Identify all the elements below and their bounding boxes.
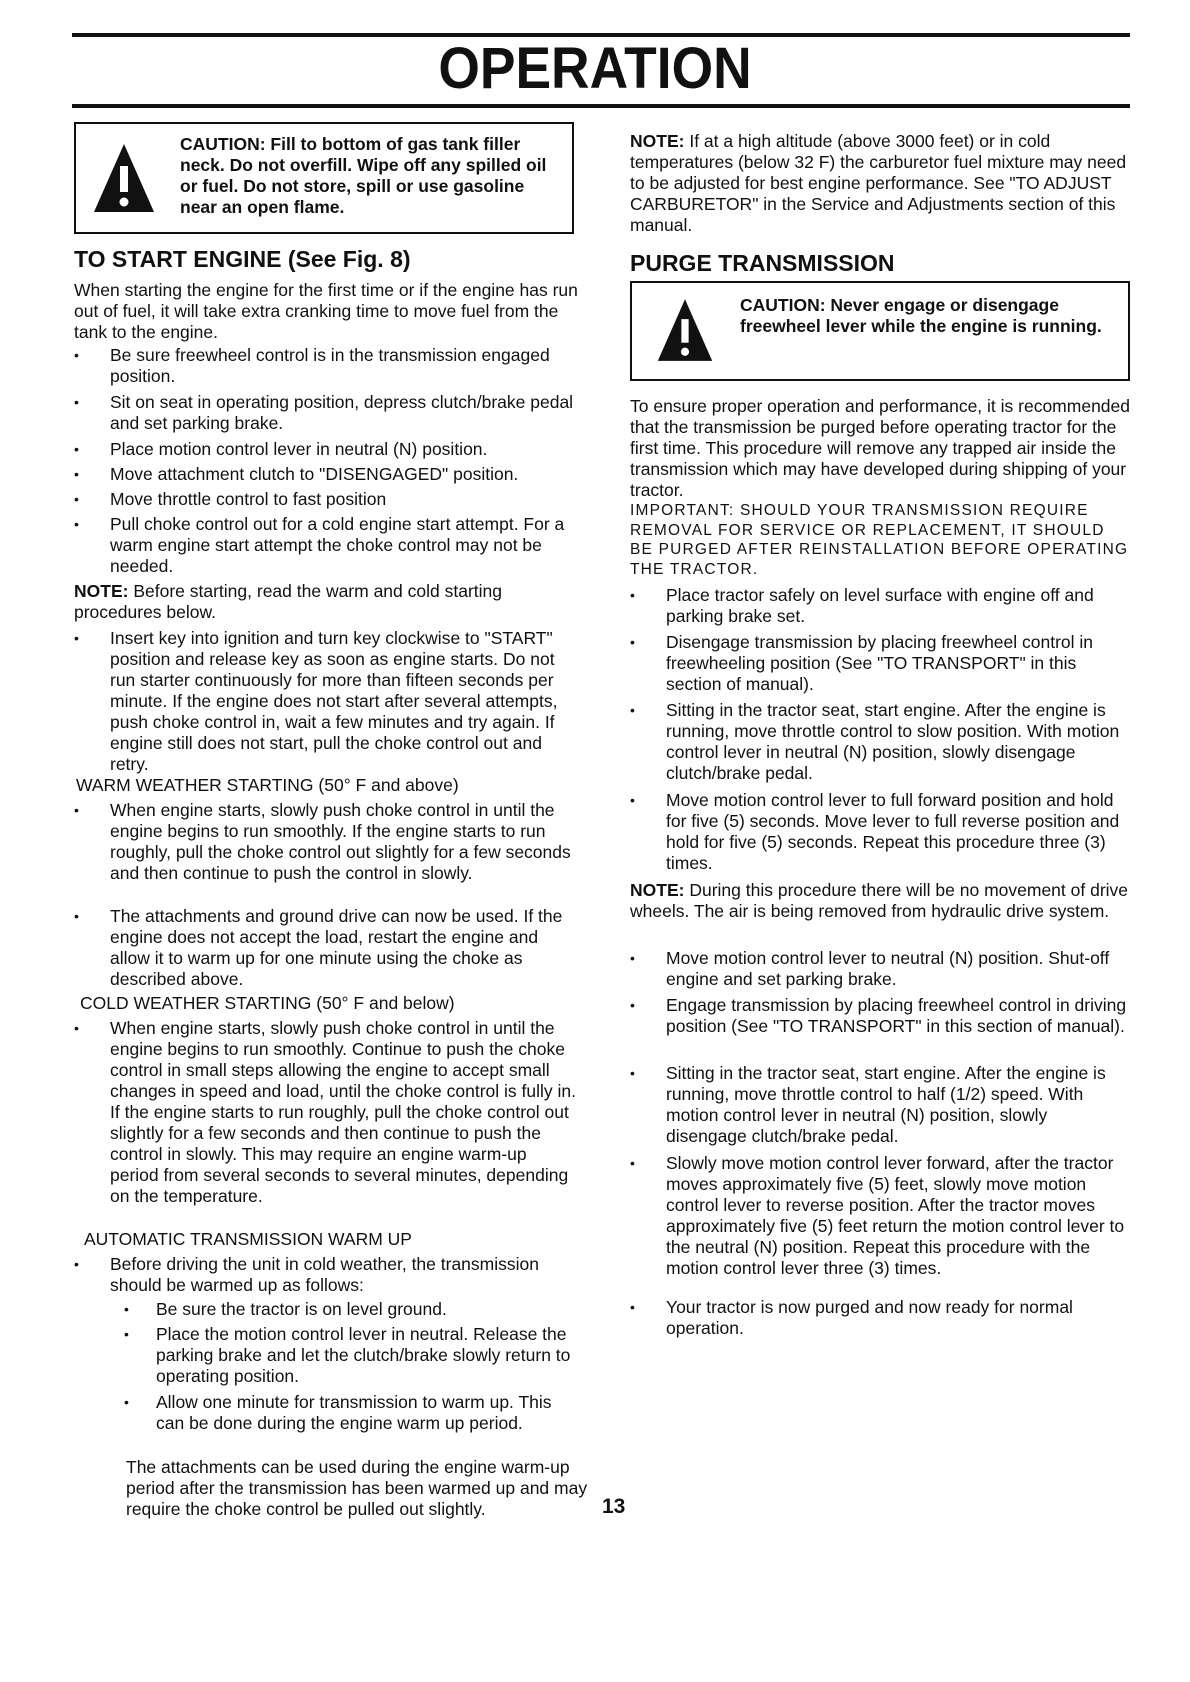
- purge-transmission-heading: PURGE TRANSMISSION: [630, 250, 895, 276]
- sub-list-item: • Allow one minute for transmission to warm up. This can be done during the engine warm up period.: [124, 1392, 552, 1433]
- list-item: • Place motion control lever in neutral (N) position.: [74, 439, 488, 459]
- purge-intro: To ensure proper operation and performance, it is recommended that the transmission be purged before operating tractor for the first time. This procedure will remove any trapped air inside the transmission which may have developed during shipping of your tractor.: [630, 396, 1130, 500]
- header-bottom-rule: [72, 104, 1130, 108]
- list-item: • Sitting in the tractor seat, start engine. After the engine is running, move throttle control to half (1/2) speed. With motion control lever in neutral (N) position, slowly disengage clutch/brake pedal.: [630, 1063, 1106, 1146]
- list-item: • Move throttle control to fast position: [74, 489, 387, 509]
- list-item: • Engage transmission by placing freewheel control in driving position (See "TO TRANSPORT" in this section of manual).: [630, 995, 1127, 1036]
- freewheel-caution-text: CAUTION: Never engage or disengage freewheel lever while the engine is running.: [740, 295, 1102, 336]
- list-item: • Sitting in the tractor seat, start engine. After the engine is running, move throttle control to slow position. With motion control lever in neutral (N) position, slowly disengage clutch/brake pedal.: [630, 700, 1120, 783]
- list-item: • Pull choke control out for a cold engine start attempt. For a warm engine start attempt the choke control may not be needed.: [74, 514, 565, 576]
- start-engine-heading: TO START ENGINE (See Fig. 8): [74, 246, 411, 272]
- list-item: • When engine starts, slowly push choke control in until the engine begins to run smoothly. If the engine starts to run roughly, pull the choke control out slightly for a few seconds and then continue to push the control in slowly.: [74, 800, 571, 883]
- cold-weather-heading: COLD WEATHER STARTING (50° F and below): [80, 993, 455, 1013]
- sub-list-item: • Be sure the tractor is on level ground.: [124, 1299, 447, 1319]
- list-item: • Place tractor safely on level surface with engine off and parking brake set.: [630, 585, 1094, 626]
- purge-note: NOTE: During this procedure there will be no movement of drive wheels. The air is being removed from hydraulic drive system.: [630, 880, 1129, 921]
- starting-note: NOTE: Before starting, read the warm and cold starting procedures below.: [74, 581, 502, 622]
- fuel-caution-box: [74, 122, 574, 234]
- sub-list-item: • Place the motion control lever in neutral. Release the parking brake and let the clutch/brake slowly return to operating position.: [124, 1324, 571, 1386]
- list-item: • Slowly move motion control lever forward, after the tractor moves approximately five (5) feet, slowly move motion control lever to reverse position. After the tractor moves approximately five (5) feet return the motion control lever to the neutral (N) position. Repeat this procedure with the motion control lever three (3) times.: [630, 1153, 1125, 1278]
- list-item: • Move motion control lever to full forward position and hold for five (5) seconds. Move lever to full reverse position and hold for five (5) seconds. Repeat this procedure three (3) times.: [630, 790, 1120, 873]
- transmission-warm-up-heading: AUTOMATIC TRANSMISSION WARM UP: [84, 1229, 412, 1249]
- warning-icon: [656, 297, 714, 363]
- list-item: • Your tractor is now purged and now ready for normal operation.: [630, 1297, 1073, 1338]
- warm-weather-heading: WARM WEATHER STARTING (50° F and above): [76, 775, 459, 795]
- freewheel-caution-box: [630, 281, 1130, 381]
- warning-icon: [92, 142, 156, 214]
- warm-up-closing-text: The attachments can be used during the engine warm-up period after the transmission has been warmed up and may require the choke control be pulled out slightly.: [126, 1457, 588, 1519]
- list-item: • Move motion control lever to neutral (N) position. Shut-off engine and set parking brake.: [630, 948, 1110, 989]
- page-number: 13: [602, 1495, 626, 1518]
- page-title: OPERATION: [438, 36, 752, 101]
- list-item: • Move attachment clutch to "DISENGAGED" position.: [74, 464, 519, 484]
- important-notice: IMPORTANT: SHOULD YOUR TRANSMISSION REQUIRE REMOVAL FOR SERVICE OR REPLACEMENT, IT SHOULD BE PURGED AFTER REINSTALLATION BEFORE OPERATING THE TRACTOR.: [630, 502, 1129, 578]
- list-item: • Sit on seat in operating position, depress clutch/brake pedal and set parking brake.: [74, 392, 574, 433]
- list-item: • When engine starts, slowly push choke control in until the engine begins to run smoothly. Continue to push the choke control in small steps allowing the engine to accept small changes in speed and load, until the choke control is fully in. If the engine starts to run roughly, pull the choke control out slightly for a few seconds and then continue to push the control in slowly. This may require an engine warm-up period from several seconds to several minutes, depending on the temperature.: [74, 1018, 576, 1206]
- fuel-caution-text: CAUTION: Fill to bottom of gas tank filler neck. Do not overfill. Wipe off any spilled oil or fuel. Do not store, spill or use gasoline near an open flame.: [180, 134, 547, 217]
- altitude-note: NOTE: If at a high altitude (above 3000 feet) or in cold temperatures (below 32 F) the carburetor fuel mixture may need to be adjusted for best engine performance. See "TO ADJUST CARBURETOR" in the Service and Adjustments section of this manual.: [630, 131, 1127, 235]
- list-item: • Disengage transmission by placing freewheel control in freewheeling position (See "TO TRANSPORT" in this section of manual).: [630, 632, 1094, 694]
- start-engine-intro: When starting the engine for the first time or if the engine has run out of fuel, it will take extra cranking time to move fuel from the tank to the engine.: [74, 280, 578, 342]
- list-item: • Be sure freewheel control is in the transmission engaged position.: [74, 345, 550, 386]
- list-item: • The attachments and ground drive can now be used. If the engine does not accept the load, restart the engine and allow it to warm up for one minute using the choke as described above.: [74, 906, 563, 989]
- list-item: • Before driving the unit in cold weather, the transmission should be warmed up as follows:: [74, 1254, 539, 1295]
- list-item: • Insert key into ignition and turn key clockwise to "START" position and release key as soon as engine starts. Do not run starter continuously for more than fifteen seconds per minute. If the engine does not start after several attempts, push choke control in, wait a few minutes and try again. If engine still does not start, pull the choke control out and retry.: [74, 628, 558, 774]
